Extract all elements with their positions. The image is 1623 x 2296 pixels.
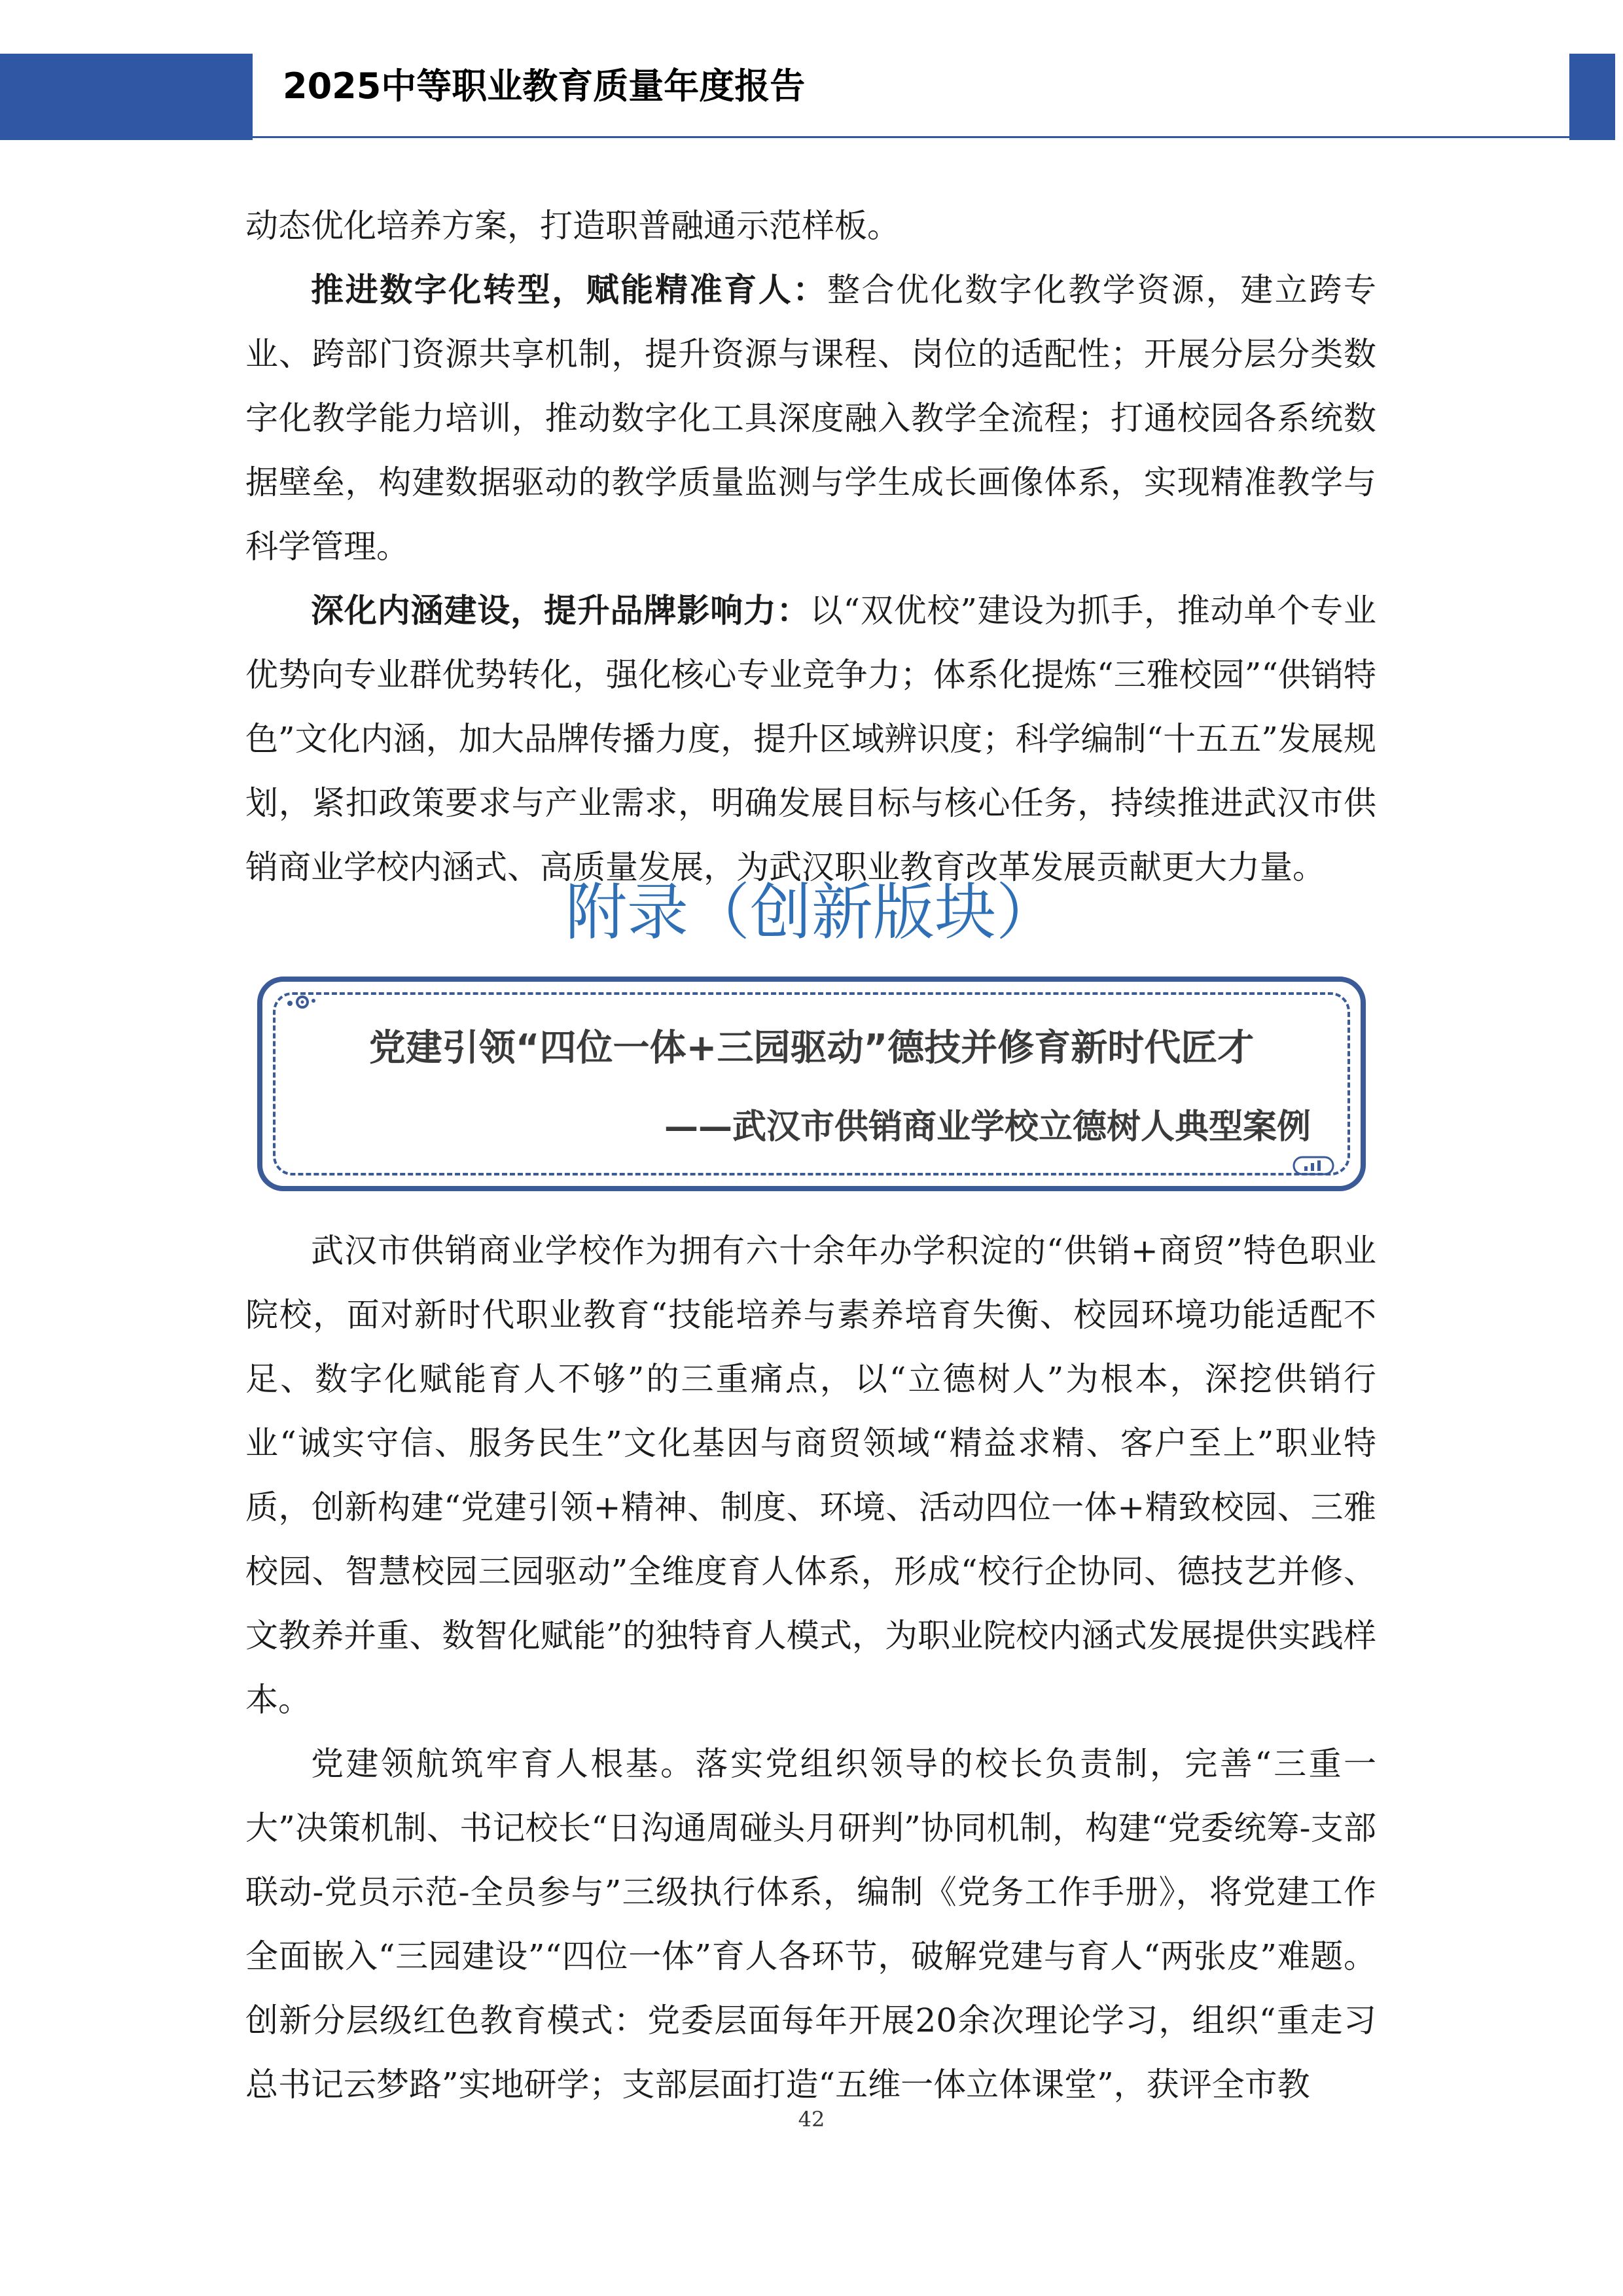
paragraph-3: [245, 579, 1376, 899]
paragraph-1: 动态优化培养方案，打造职普融通示范样板。: [245, 207, 900, 245]
top-text-block: [245, 194, 1376, 899]
bar-chart-icon: [1293, 1156, 1334, 1178]
page-number: 42: [798, 2107, 825, 2132]
body-text-block: [245, 1219, 1376, 2117]
header-rule: [253, 136, 1569, 138]
appendix-title: 附录（创新版块）: [565, 877, 1058, 948]
body-paragraph-1: 武汉市供销商业学校作为拥有六十余年办学积淀的“供销+商贸”特色职业院校，面对新时代职业教育“技能培养与素养培育失衡、校园环境功能适配不足、数字化赋能育人不够”的三重痛点，以“立德树人”为根本，深挖供销行业“诚实守信、服务民生”文化基因与商贸领域“精益求精、客户至上”职业特质，创新构建“党建引领+精神、制度、环境、活动四位一体+精致校园、三雅校园、智慧校园三园驱动”全维度育人体系，形成“校行企协同、德技艺并修、文教养并重、数智化赋能”的独特育人模式，为职业院校内涵式发展提供实践样本。: [245, 1232, 1376, 1719]
header-bar-left: [0, 54, 253, 140]
case-title: 党建引领“四位一体+三园驱动”德技并修育新时代匠才: [368, 1027, 1255, 1069]
case-title-box: [257, 977, 1366, 1191]
paragraph-2-heading: 推进数字化转型，赋能精准育人：: [311, 270, 827, 309]
header-bar-right: [1569, 54, 1615, 140]
paragraph-3-heading: 深化内涵建设，提升品牌影响力：: [311, 591, 810, 630]
case-subtitle: ——武汉市供销商业学校立德树人典型案例: [664, 1107, 1311, 1147]
paragraph-2: [245, 258, 1376, 579]
gear-icon: [285, 994, 317, 1013]
paragraph-3-body: 以“双优校”建设为抓手，推动单个专业优势向专业群优势转化，强化核心专业竞争力；体系化提炼“三雅校园”“供销特色”文化内涵，加大品牌传播力度，提升区域辨识度；科学编制“十五五”发展规划，紧扣政策要求与产业需求，明确发展目标与核心任务，持续推进武汉市供销商业学校内涵式、高质量发展，为武汉职业教育改革发展贡献更大力量。: [245, 592, 1377, 886]
body-paragraph-2: 党建领航筑牢育人根基。落实党组织领导的校长负责制，完善“三重一大”决策机制、书记校长“日沟通周碰头月研判”协同机制，构建“党委统筹-支部联动-党员示范-全员参与”三级执行体系，编制《党务工作手册》，将党建工作全面嵌入“三园建设”“四位一体”育人各环节，破解党建与育人“两张皮”难题。创新分层级红色教育模式：党委层面每年开展20余次理论学习，组织“重走习总书记云梦路”实地研学；支部层面打造“五维一体立体课堂”，获评全市教: [245, 1745, 1376, 2104]
paragraph-2-body: 整合优化数字化教学资源，建立跨专业、跨部门资源共享机制，提升资源与课程、岗位的适配性；开展分层分类数字化教学能力培训，推动数字化工具深度融入教学全流程；打通校园各系统数据壁垒，构建数据驱动的教学质量监测与学生成长画像体系，实现精准教学与科学管理。: [245, 271, 1376, 565]
header-title: 2025中等职业教育质量年度报告: [283, 65, 806, 107]
